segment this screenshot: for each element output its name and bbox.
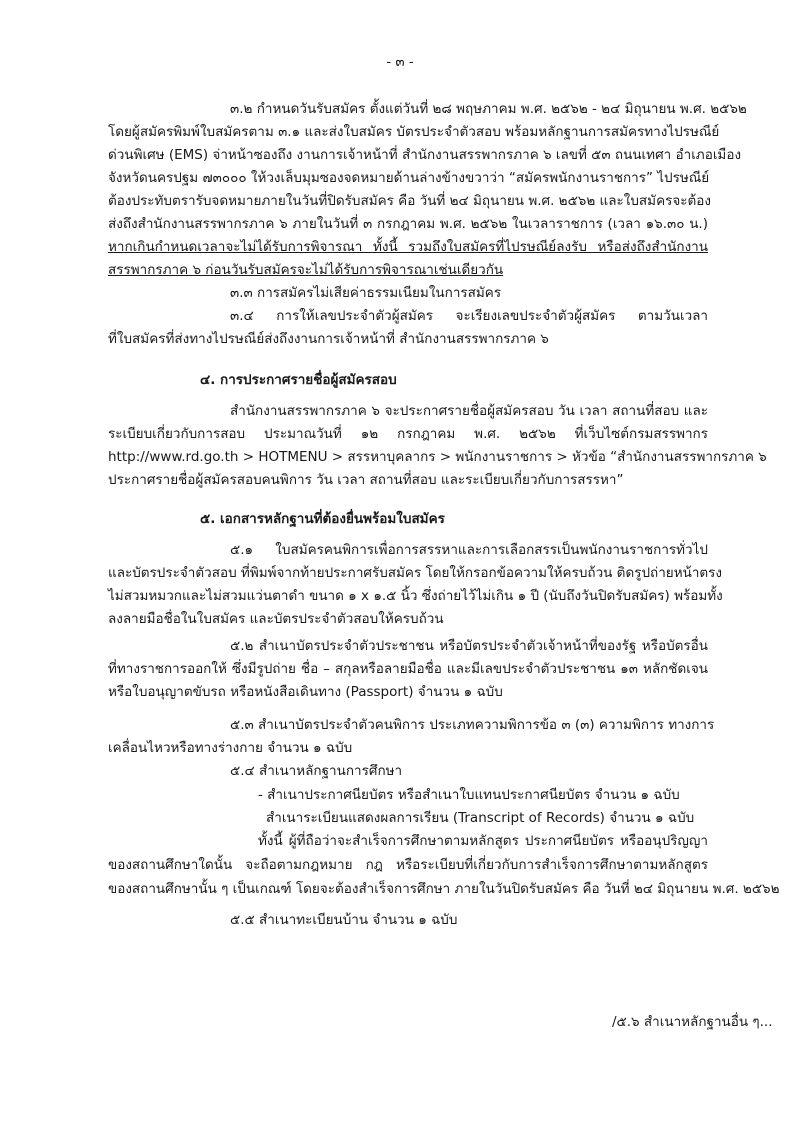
- para-note: ทั้งนี้ ผู้ที่ถือว่าจะสำเร็จการศึกษาตามหลักสูตร ประกาศนียบัตร หรืออนุปริญญา: [258, 833, 708, 849]
- para-5-2: ๕.๒ สำเนาบัตรประจำตัวประชาชน หรือบัตรประจำตัวเจ้าหน้าที่ของรัฐ หรือบัตรอื่น: [230, 638, 708, 654]
- text-line: ที่ทางราชการออกให้ ซึ่งมีรูปถ่าย ชื่อ – สกุลหรือลายมือชื่อ และมีเลขประจำตัวประชาชน ๑๓ หลักชัดเจน: [108, 661, 708, 677]
- para-5-3: ๕.๓ สำเนาบัตรประจำตัวคนพิการ ประเภทความพิการข้อ ๓ (๓) ความพิการ ทางการ: [230, 717, 715, 733]
- continuation-note: /๕.๖ สำเนาหลักฐานอื่น ๆ...: [612, 1014, 773, 1030]
- para-3-4: ๓.๔ การให้เลขประจำตัวผู้สมัคร จะเรียงเลขประจำตัวผู้สมัคร ตามวันเวลา: [230, 308, 708, 324]
- text-line: ที่ใบสมัครที่ส่งทางไปรษณีย์ส่งถึงงานการเจ้าหน้าที่ สำนักงานสรรพากรภาค ๖: [108, 331, 549, 347]
- text-line: ด่วนพิเศษ (EMS) จ่าหน้าซองถึง งานการเจ้าหน้าที่ สำนักงานสรรพากรภาค ๖ เลขที่ ๕๓ ถนนเทศา อำเภอเมือง: [108, 147, 742, 163]
- para-3-2: ๓.๒ กำหนดวันรับสมัคร ตั้งแต่วันที่ ๒๘ พฤษภาคม พ.ศ. ๒๕๖๒ - ๒๔ มิถุนายน พ.ศ. ๒๕๖๒: [230, 101, 747, 117]
- section-4-heading: ๔. การประกาศรายชื่อผู้สมัครสอบ: [200, 372, 397, 388]
- underlined-warning: สรรพากรภาค ๖ ก่อนวันรับสมัครจะไม่ได้รับการพิจารณาเช่นเดียวกัน: [108, 262, 504, 278]
- text-line: ประกาศรายชื่อผู้สมัครสอบคนพิการ วัน เวลา สถานที่สอบ และระเบียบเกี่ยวกับการสรรหา”: [108, 472, 624, 488]
- page-number: - ๓ -: [386, 54, 414, 70]
- para-4: สำนักงานสรรพากรภาค ๖ จะประกาศรายชื่อผู้สมัครสอบ วัน เวลา สถานที่สอบ และ: [230, 403, 708, 419]
- list-item: - สำเนาประกาศนียบัตร หรือสำเนาใบแทนประกาศนียบัตร จำนวน ๑ ฉบับ: [258, 787, 680, 803]
- text-line: ไม่สวมหมวกและไม่สวมแว่นตาดำ ขนาด ๑ x ๑.๕ นิ้ว ซึ่งถ่ายไว้ไม่เกิน ๑ ปี (นับถึงวันปิดรับสมัคร) พร้อมทั้ง: [108, 588, 723, 604]
- text-line: ต้องประทับตรารับจดหมายภายในวันที่ปิดรับสมัคร คือ วันที่ ๒๔ มิถุนายน พ.ศ. ๒๕๖๒ และใบสมัครจะต้อง: [108, 193, 711, 209]
- text-line: ระเบียบเกี่ยวกับการสอบ ประมาณวันที่ ๑๒ กรกฎาคม พ.ศ. ๒๕๖๒ ที่เว็บไซต์กรมสรรพากร: [108, 426, 708, 442]
- text-line: โดยผู้สมัครพิมพ์ใบสมัครตาม ๓.๑ และส่งใบสมัคร บัตรประจำตัวสอบ พร้อมหลักฐานการสมัครทางไปรษณีย์: [108, 124, 720, 140]
- text-line: ของสถานศึกษานั้น ๆ เป็นเกณฑ์ โดยจะต้องสำเร็จการศึกษา ภายในวันปิดรับสมัคร คือ วันที่ ๒๔ มิถุนายน พ.ศ. ๒๕๖๒: [108, 881, 780, 897]
- text-line: หรือใบอนุญาตขับรถ หรือหนังสือเดินทาง (Passport) จำนวน ๑ ฉบับ: [108, 684, 503, 700]
- list-item: สำเนาระเบียนแสดงผลการเรียน (Transcript of Records) จำนวน ๑ ฉบับ: [266, 810, 695, 826]
- text-line: ของสถานศึกษาใดนั้น จะถือตามกฎหมาย กฎ หรือระเบียบที่เกี่ยวกับการสำเร็จการศึกษาตามหลักสูตร: [108, 857, 708, 873]
- website-path: http://www.rd.go.th > HOTMENU > สรรหาบุคลากร > พนักงานราชการ > หัวข้อ “สำนักงานสรรพากรภาค ๖: [108, 449, 767, 465]
- text-line: จังหวัดนครปฐม ๗๓๐๐๐ ให้วงเล็บมุมซองจดหมายด้านล่างข้างขวาว่า “สมัครพนักงานราชการ” ไปรษณีย์: [108, 170, 710, 186]
- para-5-4: ๕.๔ สำเนาหลักฐานการศึกษา: [230, 763, 403, 779]
- para-5-1: ๕.๑ ใบสมัครคนพิการเพื่อการสรรหาและการเลือกสรรเป็นพนักงานราชการทั่วไป: [230, 542, 708, 558]
- text-line: ส่งถึงสำนักงานสรรพากรภาค ๖ ภายในวันที่ ๓ กรกฎาคม พ.ศ. ๒๕๖๒ ในเวลาราชการ (เวลา ๑๖.๓๐ น.): [108, 216, 708, 232]
- para-5-5: ๕.๕ สำเนาทะเบียนบ้าน จำนวน ๑ ฉบับ: [230, 912, 458, 928]
- text-line: และบัตรประจำตัวสอบ ที่พิมพ์จากท้ายประกาศรับสมัคร โดยให้กรอกข้อความให้ครบถ้วน ติดรูปถ่ายหน้าตรง: [108, 565, 723, 581]
- text-line: ลงลายมือชื่อในใบสมัคร และบัตรประจำตัวสอบให้ครบถ้วน: [108, 611, 444, 627]
- text-line: เคลื่อนไหวหรือทางร่างกาย จำนวน ๑ ฉบับ: [108, 740, 353, 756]
- para-3-3: ๓.๓ การสมัครไม่เสียค่าธรรมเนียมในการสมัคร: [230, 285, 502, 301]
- section-5-heading: ๕. เอกสารหลักฐานที่ต้องยื่นพร้อมใบสมัคร: [200, 511, 445, 527]
- underlined-warning: หากเกินกำหนดเวลาจะไม่ได้รับการพิจารณา ทั้งนี้ รวมถึงใบสมัครที่ไปรษณีย์ลงรับ หรือส่งถึงสำนักงาน: [108, 239, 708, 255]
